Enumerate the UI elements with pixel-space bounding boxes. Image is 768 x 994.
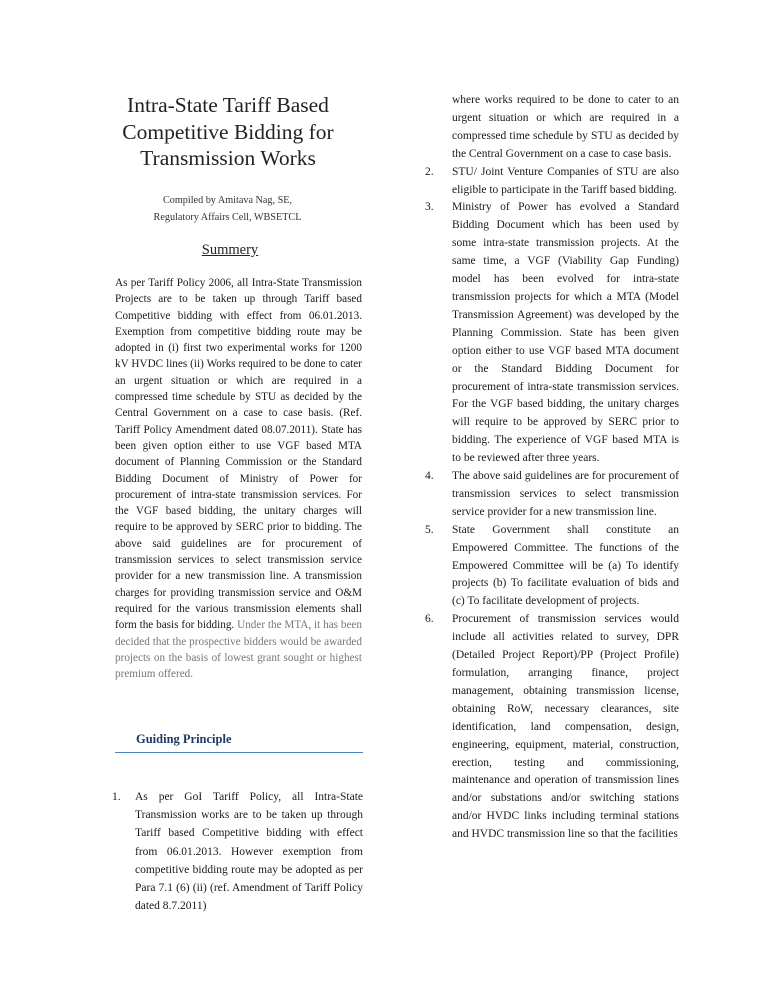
list-item-number: 4.	[425, 470, 434, 483]
heading-divider	[115, 752, 363, 753]
compiled-by-affiliation: Regulatory Affairs Cell, WBSETCL	[153, 212, 302, 223]
list-item-number: 6.	[425, 613, 434, 626]
list-item-text: Procurement of transmission services would include all activities related to survey, DPR (Detailed Project Report)/PP (Project Profile) formulation, arranging finance, project management, obtaining transmission license, obtaining RoW, necessary clearances, site identification, land compensation, design, engineering, equipment, material, construction, erection, testing and commissioning, maintenance and operation of transmission lines and/or substations and/or switching stations and/or HVDC links including terminal stations and HVDC transmission line so that the facilities	[452, 613, 679, 841]
list-item-number: 2.	[425, 165, 434, 178]
list-item	[425, 468, 679, 522]
compiled-by	[135, 192, 320, 226]
list-item	[425, 199, 679, 468]
document-title: Intra-State Tariff Based Competitive Bidding for Transmission Works	[122, 93, 334, 170]
summary-paragraph	[115, 275, 362, 682]
list-item	[425, 522, 679, 612]
continued-text: where works required to be done to cater to an urgent situation or which are required in a compressed time schedule by STU as decided by the Central Government on a case to case basis.	[452, 94, 679, 160]
list-item-number: 5.	[425, 523, 434, 536]
list-item-number: 3.	[425, 201, 434, 214]
compiled-by-author: Compiled by Amitava Nag, SE,	[162, 195, 293, 206]
list-item	[425, 611, 679, 844]
list-item-text: STU/ Joint Venture Companies of STU are also eligible to participate in the Tariff based bidding.	[452, 165, 679, 196]
summary-light-text: Under the MTA, it has been decided that the prospective bidders would be awarded projects on the basis of lowest grant sought or highest premium offered.	[115, 619, 362, 681]
list-item-number: 1.	[112, 791, 121, 803]
guiding-principle-heading: Guiding Principle	[136, 732, 232, 746]
summary-main-text: As per Tariff Policy 2006, all Intra-State Transmission Projects are to be taken up through Tariff based Competitive bidding with effect from 06.01.2013. Exemption from competitive bidding route may be adopted in (i) first two experimental works for 1200 kV HVDC lines (ii) Works required to be done to cater an urgent situation or which are required in a compressed time schedule by STU as decided by the Central Government on a case to case basis. (Ref. Tariff Policy Amendment dated 08.07.2011). State has been given option either to use VGF based MTA document of Planning Commission or the Standard Bidding Document of Ministry of Power for procurement of intra-state transmission services. For the VGF based bidding, the unitary charges will require to be approved by SERC prior to bidding. The above said guidelines are for procurement of transmission services to select transmission service provider for a new transmission line. A transmission charges for providing transmission service and O&M required for the various transmission elements shall form the basis for bidding.	[115, 277, 362, 632]
list-item-text: State Government shall constitute an Empowered Committee. The functions of the Empowered Committee will be (a) To identify projects (b) To facilitate evaluation of bids and (c) To facilitate development of projects.	[452, 523, 679, 608]
list-item-text: As per GoI Tariff Policy, all Intra-State Transmission works are to be taken up through Tariff based Competitive bidding with effect from 06.01.2013. However exemption from competitive bidding route may be adopted as per Para 7.1 (6) (ii) (ref. Amendment of Tariff Policy dated 8.7.2011)	[135, 791, 363, 913]
list-item-text: The above said guidelines are for procurement of transmission services to select transmission service provider for a new transmission line.	[452, 470, 679, 518]
left-principle-list	[112, 788, 363, 915]
list-item	[425, 164, 679, 200]
list-item	[112, 788, 363, 915]
summary-heading: Summery	[201, 242, 259, 258]
right-principle-list	[425, 92, 679, 844]
list-item-text: Ministry of Power has evolved a Standard Bidding Document which has been used by some intra-state transmission projects. At the same time, a VGF (Viability Gap Funding) model has been evolved for intra-state transmission projects for which a MTA (Model Transmission Agreement) was developed by the Planning Commission. State has been given option either to use VGF based MTA document or the Standard Bidding Document for procurement of intra-state transmission services. For the VGF based bidding, the unitary charges will require to be approved by SERC prior to bidding. The experience of VGF based MTA is to be reviewed after three years.	[452, 201, 679, 465]
